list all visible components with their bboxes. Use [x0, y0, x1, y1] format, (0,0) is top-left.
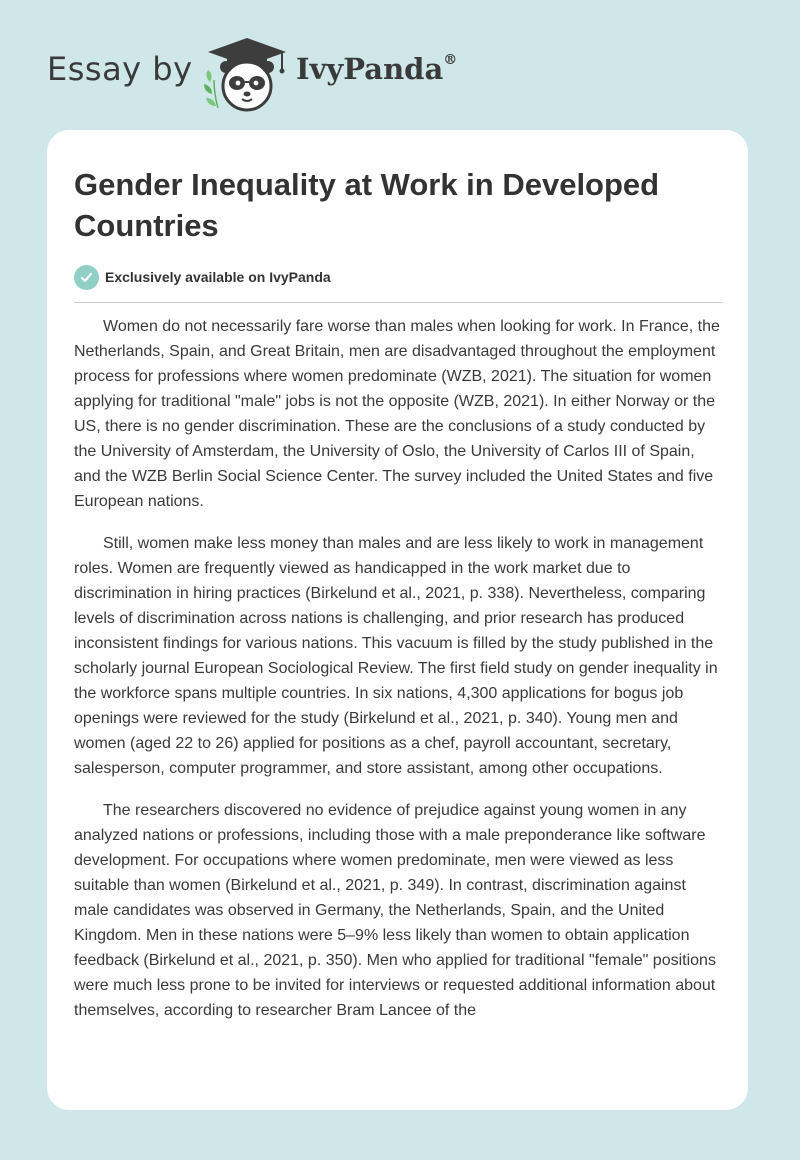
- site-header: [0, 0, 800, 130]
- essay-card: [47, 130, 748, 1110]
- exclusive-badge: [74, 264, 331, 290]
- paragraph: Still, women make less money than males and are less likely to work in management roles. Women are frequently viewed as handicapped in the work market due to discrimination in hiring practices (Birkelund et al., 2021, p. 338). Nevertheless, comparing levels of discrimination across nations is challenging, and prior research has produced inconsistent findings for various nations. This vacuum is filled by the study published in the scholarly journal European Sociological Review. The first field study on gender inequality in the workforce spans multiple countries. In six nations, 4,300 applications for bogus job openings were reviewed for the study (Birkelund et al., 2021, p. 340). Young men and women (aged 22 to 26) applied for positions as a chef, payroll accountant, secretary, salesperson, computer programmer, and store assistant, among other occupations.: [74, 535, 718, 777]
- paragraph: Women do not necessarily fare worse than males when looking for work. In France, the Netherlands, Spain, and Great Britain, men are disadvantaged throughout the employment process for professions where women predominate (WZB, 2021). The situation for women applying for traditional "male" jobs is not the opposite (WZB, 2021). In either Norway or the US, there is no gender discrimination. These are the conclusions of a study conducted by the University of Amsterdam, the University of Oslo, the University of Carlos III of Spain, and the WZB Berlin Social Science Center. The survey included the United States and five European nations.: [74, 318, 720, 510]
- essay-by-label: Essay by: [47, 50, 193, 88]
- essay-title: Gender Inequality at Work in Developed Countries: [74, 167, 660, 243]
- exclusive-badge-text: Exclusively available on IvyPanda: [105, 269, 331, 285]
- paragraph: The researchers discovered no evidence of prejudice against young women in any analyzed nations or professions, including those with a male preponderance like software development. For occupations where women predominate, men were viewed as less suitable than women (Birkelund et al., 2021, p. 349). In contrast, discrimination against male candidates was observed in Germany, the Netherlands, Spain, and the United Kingdom. Men in these nations were 5–9% less likely than women to obtain application feedback (Birkelund et al., 2021, p. 350). Men who applied for traditional "female" positions were much less prone to be invited for interviews or requested additional information about themselves, according to researcher Bram Lancee of the: [74, 802, 716, 1019]
- essay-body: [74, 314, 724, 1040]
- panda-logo-icon: [202, 36, 292, 112]
- brand-name[interactable]: IvyPanda®: [296, 52, 458, 86]
- divider: [74, 302, 723, 303]
- check-icon: [74, 265, 99, 290]
